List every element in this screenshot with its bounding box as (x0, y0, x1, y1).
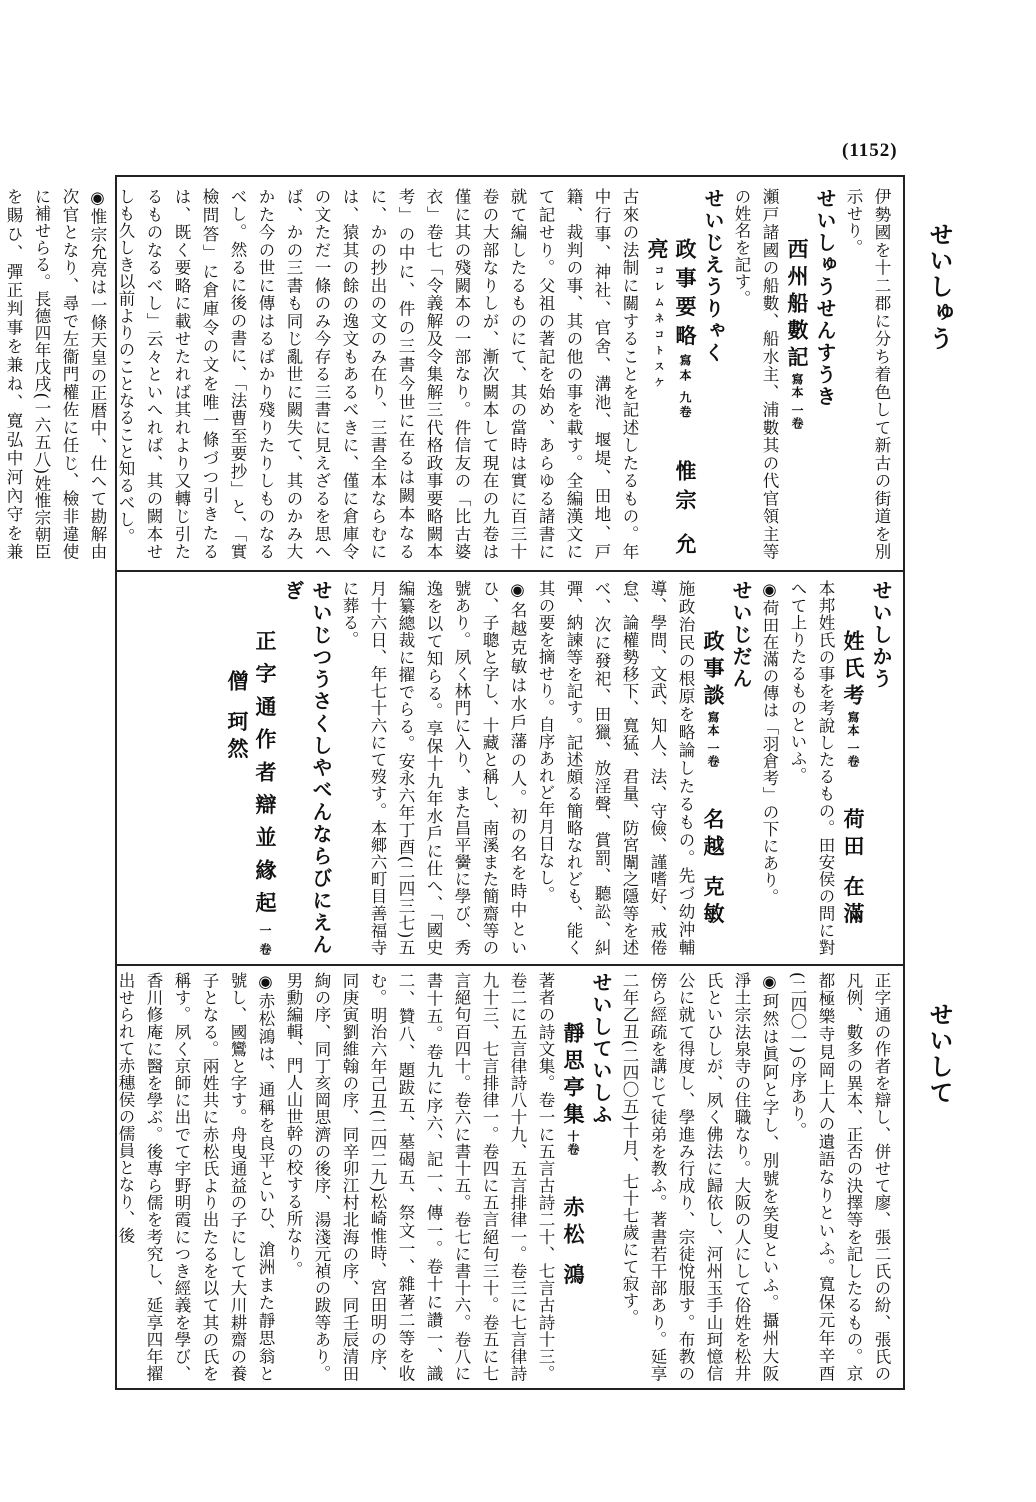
continuation-text: 正字通の作者を辯し、併せて廖、張二氏の紛、張氏の凡例、數多の異本、正否の決擇等を記したるもの。京都極樂寺見岡上人の遺語なりといふ。寬保元年辛酉(二四〇一)の序あり。 (788, 972, 891, 1382)
entry-title-text: 政事談 (701, 630, 726, 711)
entry-heading: せいじだん (729, 580, 753, 690)
author-ruby: コレムネ (652, 265, 663, 329)
entry-title-text: 姓氏考 (841, 630, 866, 711)
entry-body: 古來の法制に關することを記述したるもの。年中行事、神社、官舍、溝池、堰堤、田地、戸籍、裁判の事、其の他の事を載す。全編漢文にて記せり。父祖の著記を始め、あらゆる諸書に就て編したるものにて、其の當時は實に百三十卷の大部なりしが、漸次闕本して現在の九卷は僅に其の殘闕本の一部なり。件信友の「比古婆衣」卷七「令義解及令集解三代格政事要略闕本考」の中に、件の三書今世に在るは闕本なるに、かの抄出の文のみ在り、三書全本ならむには、猿其の餘の逸文もあるべきに、僅に倉庫令の文ただ一條のみ今存る三書に見えざるを思へば、かの三書も同じ亂世に闕失て、其のかみ大かた今の世に傳はるばかり殘りたりしものなるべし。然るに後の書に、「法曹至要抄」と、「實檢問答」に倉庫令の文を唯一條づつ引きたるは、既く要略に載せたれば其れより又轉じ引たるものなるべし」云々といへれば、其の闕本せしも久しき以前よりのことなること知るべし。 (116, 188, 639, 560)
entry-title (783, 188, 811, 560)
entry-heading: せいしかう (869, 580, 893, 690)
biography-note: ◉惟宗允亮は一條天皇の正暦中、仕へて勘解由次官となり、尋で左衞門權佐に任じ、檢非違使に補せらる。長德四年戊戌(一六五八)姓惟宗朝臣を賜ひ、彈正判事を兼ね、寛弘中河內守を兼 (4, 188, 107, 560)
biography-note: ◉珂然は眞阿と字し、別號を笑叟といふ。攝州大阪淨土宗法泉寺の住職なり。大阪の人にして俗姓を松井氏といひしが、夙く佛法に歸依し、河州玉手山珂憶信公に就て得度し、學進み行成り、宗徒悅服す。布教の傍ら經疏を講じて徒弟を教ふ。著書若干部あり。延享二年乙丑(二四〇五)十月、七十七歲にて寂す。 (620, 972, 779, 1382)
entry-body: 著者の詩文集。卷一に五言古詩二十、七言古詩十三。卷二に五言律詩八十九、五言排律一。卷三に七言律詩九十三、七言排律一。卷四に五言絕句三十。卷五に七言絕句百四十。卷六に書十五。卷七に書十六。卷八に書十五。卷九に序六、記一、傳一。卷十に讚一、識二、贊八、題跋五、墓碣五、祭文一、雜著二等を收む。明治六年己丑(二四二九)松崎惟時、宮田明の序、同庚寅劉維翰の序、同辛卯江村北海の序、同壬辰清田絢の序、同丁亥岡思濟の後序、湯淺元禎の跋等あり。男勳編輯、門人山世幹の校する所なり。 (284, 972, 555, 1382)
entry-heading: せいじつうさくしやべんならびにえんぎ (281, 580, 333, 956)
author-ruby: コトスケ (652, 329, 663, 393)
band-1 (4, 188, 895, 560)
band-divider-1 (115, 570, 905, 572)
entry-author: 荷田 在滿 (841, 808, 866, 930)
entry-author: 僧 珂然 (225, 670, 250, 765)
entry-body: 瀬戸諸國の船數、船水主、浦數其の代官領主等の姓名を記す。 (732, 188, 779, 560)
entry-heading: せいしゅうせんすうき (813, 188, 837, 408)
entry-volume: 寫本 一卷 (846, 711, 860, 769)
entry-title (559, 972, 587, 1382)
biography-note: ◉名越克敏は水戶藩の人。初の名を時中といひ、子聰と字し、十藏と稱し、南溪また簡齋等の號あり。夙く林門に入り、また昌平黌に學び、秀逸を以て知らる。享保十九年水戶に仕へ、「國史編纂總裁に擢でらる。安永六年丁酉(二四三七)五月十六日、年七十六にて歿す。本郷六町目善福寺に葬る。 (340, 580, 527, 956)
band-2 (125, 580, 895, 956)
entry-volume: 一卷 (258, 924, 272, 957)
entry-volume: 寫本 一卷 (790, 373, 804, 431)
band-divider-2 (115, 964, 905, 966)
continuation-text: 伊勢國を十二郡に分ち着色して新古の街道を別示せり。 (844, 188, 891, 560)
entry-title (839, 580, 867, 956)
entry-author: 惟宗 允亮 (645, 238, 698, 560)
entry-heading: せいじえうりゃく (701, 188, 725, 364)
entry-title-text: 政事要略 (673, 238, 698, 354)
running-head-bottom: せいして (925, 1002, 953, 1106)
entry-title (643, 188, 699, 560)
running-head-top: せいしゅう (925, 222, 953, 352)
entry-volume: 寫本 一卷 (706, 711, 720, 769)
entry-title-text: 正字通作者辯並緣起 (253, 630, 278, 925)
entry-body: 施政治民の根原を略論したるもの。先づ幼沖輔導、學問、文武、知人、法、守儉、謹嗜好、戒倦怠、論權勢移下、寬猛、君量、防宮闈之隱等を述べ、次に發祀、田獵、放淫聲、賞罰、聽訟、糾彈、納諫等を記す。記述頗る簡略なれども、能く其の要を摘せり。自序あれど年月日なし。 (536, 580, 695, 957)
entry-author: 赤松 鴻 (561, 1196, 586, 1291)
entry-title-text: 靜思亭集 (561, 1022, 586, 1130)
entry-volume: 寫本 九卷 (678, 353, 692, 421)
entry-title-text: 西州船數記 (785, 238, 810, 373)
band-2-text (125, 580, 895, 956)
band-3-text (116, 972, 895, 1382)
entry-body: 本邦姓氏の事を考說したるもの。田安侯の問に對へて上りたるものといふ。 (788, 580, 835, 956)
page-number: (1152) (842, 140, 898, 161)
band-3 (116, 972, 895, 1382)
entry-title (699, 580, 727, 956)
entry-title (223, 580, 279, 956)
biography-note: ◉荷田在滿の傳は「羽倉考」の下にあり。 (760, 580, 779, 906)
entry-volume: 十卷 (566, 1130, 580, 1156)
biography-note: ◉赤松鴻は、通稱を良平といひ、滄洲また靜思翁と號し、國鸞と字す。舟曳通益の子にして大川耕齋の養子となる。兩姓共に赤松氏より出たるを以て其の氏を稱す。夙く京師に出でて宇野明霞につき經義を學び、香川修庵に醫を學ぶ。後專ら儒を考究し、延享四年擢出せられて赤穗侯の儒員となり、後 (116, 972, 275, 1382)
entry-author: 名越 克敏 (701, 808, 726, 930)
entry-heading: せいしていしふ (589, 972, 613, 1126)
band-1-text (4, 188, 895, 560)
